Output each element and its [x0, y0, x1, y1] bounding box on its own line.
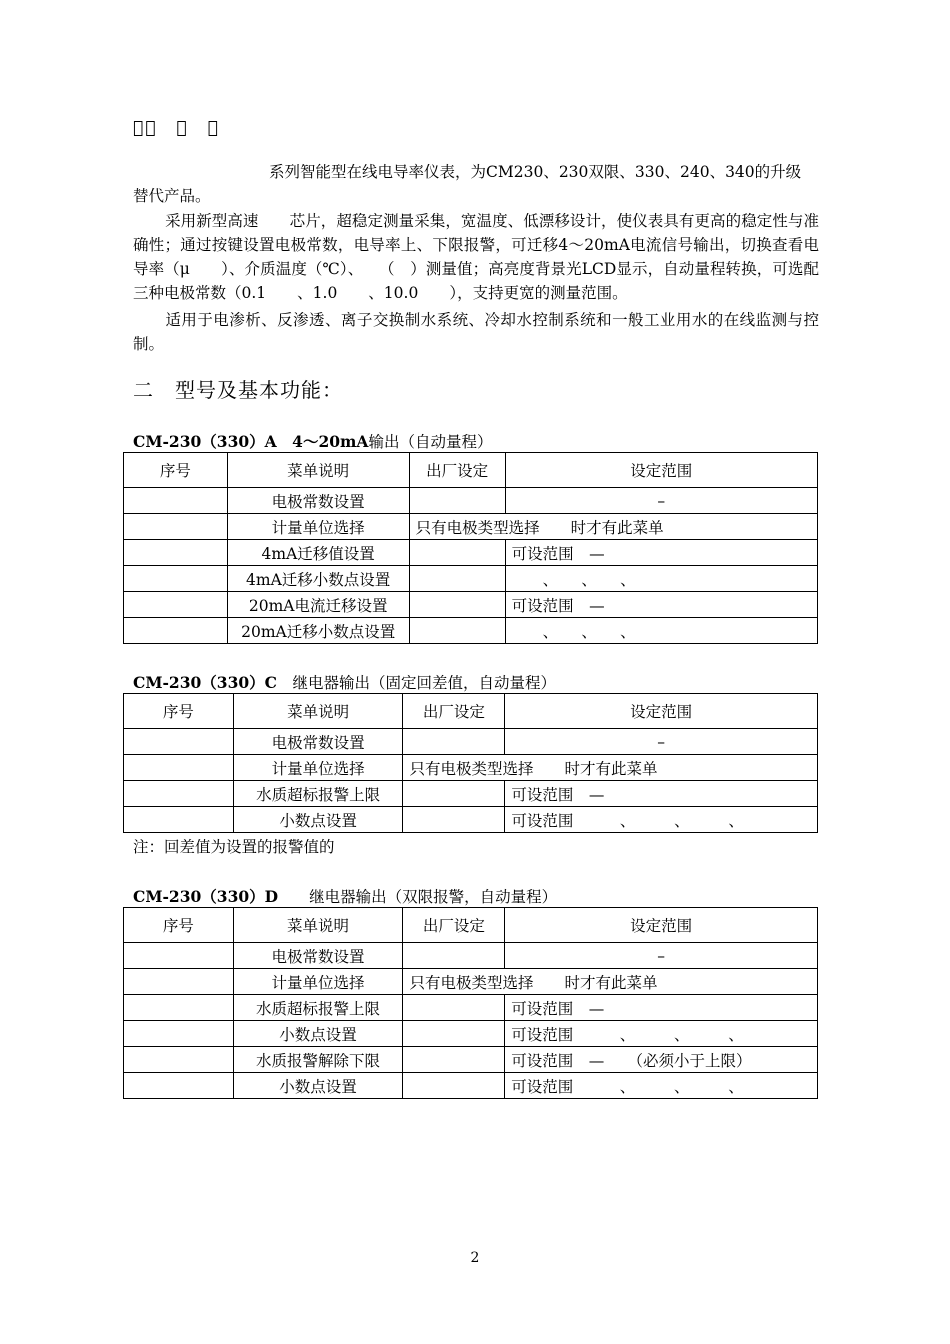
cell-range: 、 、 、 — [505, 618, 817, 644]
table-a-caption — [133, 430, 492, 452]
applications-paragraph — [133, 308, 819, 356]
table-c-note: 注：回差值为设置的报警值的 — [133, 838, 335, 856]
header-cell: 出厂设定 — [403, 908, 505, 943]
cell-range: 可设范围 — — [505, 781, 818, 807]
table-c-caption — [133, 671, 556, 693]
cell-merged-note: 只有电极类型选择 时才有此菜单 — [403, 969, 818, 995]
cell-index — [124, 514, 228, 540]
cell-merged-note: 只有电极类型选择 时才有此菜单 — [409, 514, 817, 540]
features-text: 采用新型高速 芯片，超稳定测量采集，宽温度、低漂移设计，使仪表具有更高的稳定性与准确性；通过按键设置电极常数，电导率上、下限报警，可迁移4～20mA电流信号输出，切换查看电导率（μ ）、介质温度（℃）、 （ ）测量值；高亮度背景光LCD显示，自动量程转换，可选配三种电极常数（0.1 、1.0 、10.0 ），支持更宽的测量范围。 — [133, 212, 819, 302]
cell-default — [403, 1047, 505, 1073]
cell-range: 可设范围 、 、 、 — [505, 1073, 818, 1099]
table-c-model: CM-230（330）C — [133, 673, 277, 692]
table-a-model: CM-230（330）A 4～20mA — [133, 432, 369, 451]
table-row — [124, 618, 818, 644]
header-cell: 出厂设定 — [403, 694, 505, 729]
page-number: 2 — [470, 1250, 480, 1266]
cell-range: 可设范围 — — [505, 592, 817, 618]
table-a — [123, 452, 818, 644]
table-header-row — [124, 908, 818, 943]
table-row — [124, 1047, 818, 1073]
header-cell: 菜单说明 — [227, 453, 409, 488]
cell-index — [124, 1047, 234, 1073]
section1-heading: 􀀀􀀀 􀀀 􀀀 — [133, 118, 220, 138]
table-row — [124, 729, 818, 755]
table-row — [124, 488, 818, 514]
cell-default — [403, 781, 505, 807]
cell-index — [124, 729, 234, 755]
cell-index — [124, 592, 228, 618]
table-header-row — [124, 694, 818, 729]
table-row — [124, 807, 818, 833]
table-row — [124, 969, 818, 995]
cell-merged-note: 只有电极类型选择 时才有此菜单 — [403, 755, 818, 781]
cell-index — [124, 781, 234, 807]
table-c-desc: 继电器输出（固定回差值，自动量程） — [276, 674, 556, 692]
cell-index — [124, 566, 228, 592]
header-cell: 设定范围 — [505, 453, 817, 488]
cell-menu: 4mA迁移小数点设置 — [227, 566, 409, 592]
cell-index — [124, 1073, 234, 1099]
cell-menu: 计量单位选择 — [227, 514, 409, 540]
cell-range: – — [505, 943, 818, 969]
cell-menu: 电极常数设置 — [227, 488, 409, 514]
cell-range: 、 、 、 — [505, 566, 817, 592]
table-row — [124, 540, 818, 566]
applications-text: 适用于电渗析、反渗透、离子交换制水系统、冷却水控制系统和一般工业用水的在线监测与控制。 — [133, 311, 819, 353]
header-cell: 序号 — [124, 694, 234, 729]
cell-menu: 水质报警解除下限 — [233, 1047, 403, 1073]
cell-index — [124, 540, 228, 566]
table-row — [124, 781, 818, 807]
cell-range: – — [505, 488, 817, 514]
cell-range: 可设范围 、 、 、 — [505, 807, 818, 833]
cell-menu: 计量单位选择 — [233, 755, 403, 781]
table-d-desc: 继电器输出（双限报警，自动量程） — [278, 888, 558, 906]
table-row — [124, 514, 818, 540]
cell-index — [124, 969, 234, 995]
table-d-caption — [133, 885, 557, 907]
cell-index — [124, 618, 228, 644]
cell-index — [124, 755, 234, 781]
cell-default — [409, 592, 505, 618]
intro-line1: 系列智能型在线电导率仪表，为CM230、230双限、330、240、340的升级 — [269, 163, 802, 181]
cell-menu: 20mA迁移小数点设置 — [227, 618, 409, 644]
table-d-model: CM-230（330）D — [133, 887, 279, 906]
cell-index — [124, 1021, 234, 1047]
cell-default — [403, 1021, 505, 1047]
intro-line2: 替代产品。 — [133, 187, 211, 205]
header-cell: 设定范围 — [505, 694, 818, 729]
table-row — [124, 943, 818, 969]
cell-menu: 小数点设置 — [233, 1021, 403, 1047]
section2-heading: 二 型号及基本功能： — [133, 378, 343, 402]
cell-menu: 20mA电流迁移设置 — [227, 592, 409, 618]
table-row — [124, 995, 818, 1021]
cell-range: 可设范围 、 、 、 — [505, 1021, 818, 1047]
cell-index — [124, 943, 234, 969]
cell-menu: 小数点设置 — [233, 1073, 403, 1099]
cell-default — [403, 1073, 505, 1099]
cell-default — [409, 566, 505, 592]
cell-menu: 水质超标报警上限 — [233, 995, 403, 1021]
table-d — [123, 907, 818, 1099]
header-cell: 设定范围 — [505, 908, 818, 943]
cell-menu: 4mA迁移值设置 — [227, 540, 409, 566]
table-row — [124, 566, 818, 592]
header-cell: 菜单说明 — [233, 908, 403, 943]
header-cell: 序号 — [124, 908, 234, 943]
table-c — [123, 693, 818, 833]
table-row — [124, 1021, 818, 1047]
table-row — [124, 592, 818, 618]
header-cell: 序号 — [124, 453, 228, 488]
header-cell: 出厂设定 — [409, 453, 505, 488]
table-a-desc: 输出（自动量程） — [368, 433, 493, 451]
table-header-row — [124, 453, 818, 488]
cell-menu: 电极常数设置 — [233, 943, 403, 969]
cell-range: – — [505, 729, 818, 755]
table-row — [124, 755, 818, 781]
cell-default — [403, 729, 505, 755]
cell-default — [403, 995, 505, 1021]
header-cell: 菜单说明 — [233, 694, 403, 729]
cell-menu: 小数点设置 — [233, 807, 403, 833]
cell-default — [403, 807, 505, 833]
cell-index — [124, 807, 234, 833]
table-row — [124, 1073, 818, 1099]
intro-paragraph — [133, 160, 819, 208]
cell-default — [409, 488, 505, 514]
cell-default — [409, 618, 505, 644]
cell-menu: 计量单位选择 — [233, 969, 403, 995]
cell-range: 可设范围 — — [505, 540, 817, 566]
cell-default — [409, 540, 505, 566]
cell-range: 可设范围 — — [505, 995, 818, 1021]
cell-menu: 电极常数设置 — [233, 729, 403, 755]
cell-index — [124, 995, 234, 1021]
cell-index — [124, 488, 228, 514]
cell-default — [403, 943, 505, 969]
features-paragraph — [133, 209, 819, 305]
cell-menu: 水质超标报警上限 — [233, 781, 403, 807]
cell-range: 可设范围 — （必须小于上限） — [505, 1047, 818, 1073]
